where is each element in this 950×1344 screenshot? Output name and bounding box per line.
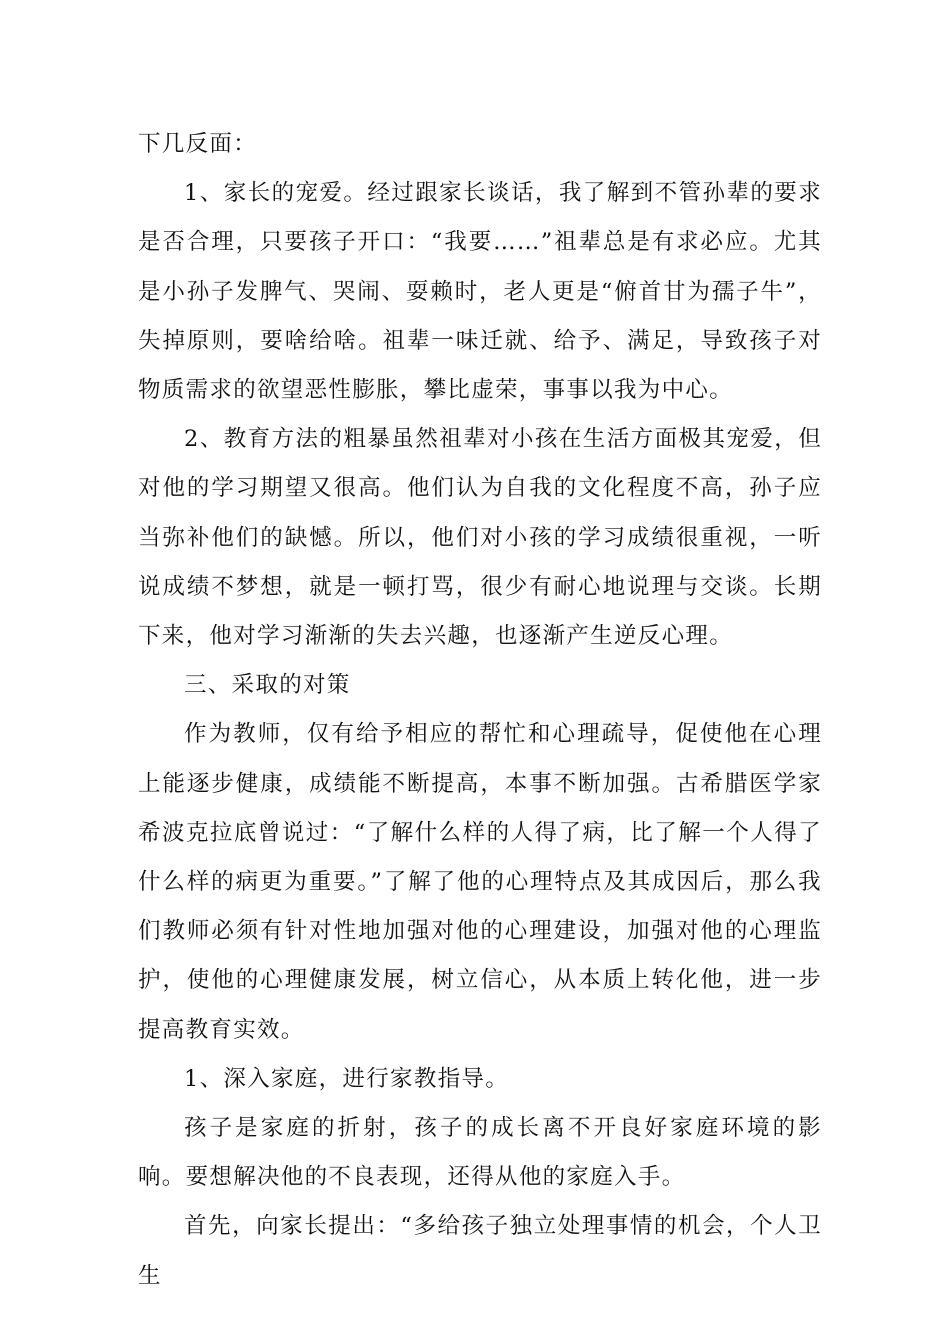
section-heading-countermeasures: 三、采取的对策 bbox=[184, 672, 351, 699]
document-body bbox=[138, 120, 822, 1301]
paragraph-teacher-role: 作为教师，仅有给予相应的帮忙和心理疏导，促使他在心理上能逐步健康，成绩能不断提高，本事不断加强。古希腊医学家希波克拉底曾说过：“了解什么样的人得了病，比了解一个人得了什么样的病更为重要。”了解了他的心理特点及其成因后，那么我们教师必须有针对性地加强对他的心理建设，加强对他的心理监护，使他的心理健康发展，树立信心，从本质上转化他，进一步提高教育实效。 bbox=[138, 721, 822, 1043]
paragraph-continuation: 下几反面： bbox=[138, 131, 258, 157]
paragraph-first-step: 首先，向家长提出：“多给孩子独立处理事情的机会，个人卫生 bbox=[138, 1213, 822, 1289]
paragraph-harsh-education: 2、教育方法的粗暴虽然祖辈对小孩在生活方面极其宠爱，但对他的学习期望又很高。他们认为自我的文化程度不高，孙子应当弥补他们的缺憾。所以，他们对小孩的学习成绩很重视，一听说成绩不梦想，就是一顿打骂，很少有耐心地说理与交谈。长期下来，他对学习渐渐的失去兴趣，也逐渐产生逆反心理。 bbox=[138, 426, 822, 650]
paragraph-parental-doting: 1、家长的宠爱。经过跟家长谈话，我了解到不管孙辈的要求是否合理，只要孩子开口：“我要……”祖辈总是有求必应。尤其是小孙子发脾气、哭闹、耍赖时，老人更是“俯首甘为孺子牛”，失掉原则，要啥给啥。祖辈一味迁就、给予、满足，导致孩子对物质需求的欲望恶性膨胀，攀比虚荣，事事以我为中心。 bbox=[138, 180, 822, 404]
subheading-family-guidance: 1、深入家庭，进行家教指导。 bbox=[184, 1065, 510, 1092]
paragraph-family-reflection: 孩子是家庭的折射，孩子的成长离不开良好家庭环境的影响。要想解决他的不良表现，还得从他的家庭入手。 bbox=[138, 1115, 822, 1191]
